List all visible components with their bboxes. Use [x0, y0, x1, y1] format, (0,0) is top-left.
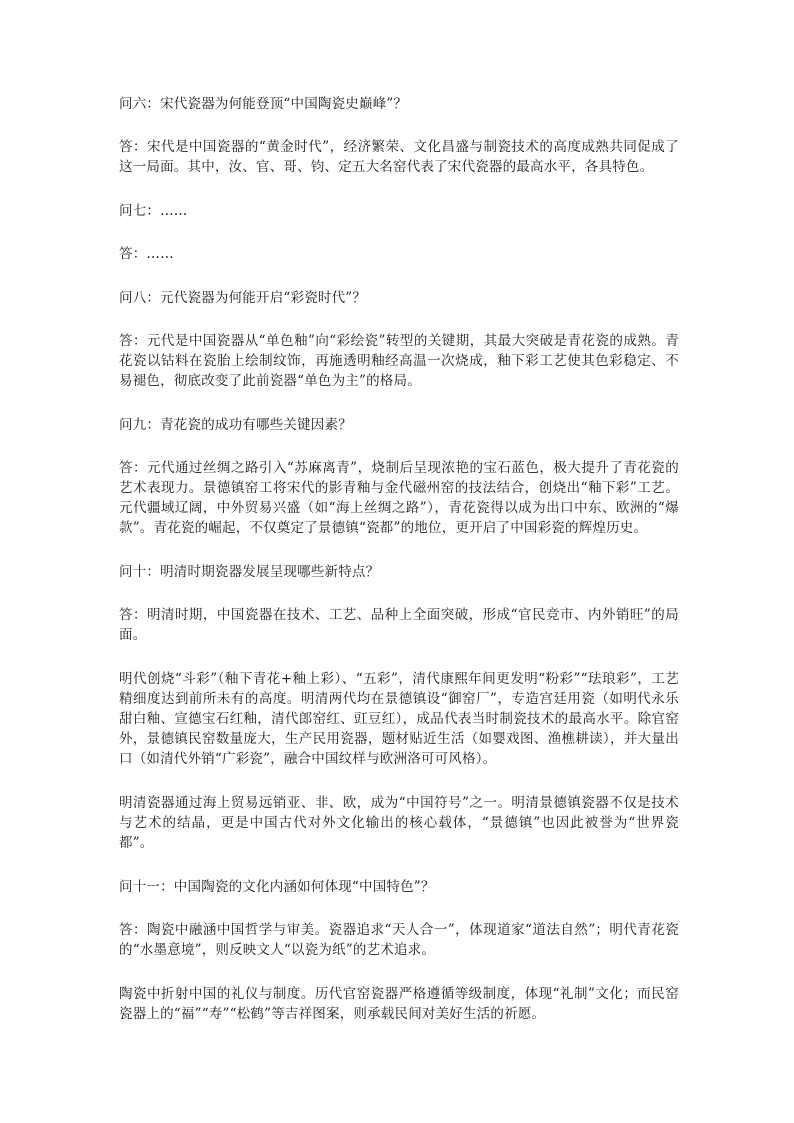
answer-7: 答：……: [119, 246, 174, 262]
document-body: [119, 94, 679, 1048]
answer-11: 答：陶瓷中融涵中国哲学与审美。瓷器追求“天人合一”，体现道家“道法自然”；明代青花瓷的“水墨意境”，则反映文人“以瓷为纸”的艺术追求。: [119, 922, 679, 958]
question-7: 问七：……: [119, 203, 188, 219]
question-11: 问十一：中国陶瓷的文化内涵如何体现“中国特色”？: [119, 879, 435, 895]
answer-6: 答：宋代是中国瓷器的“黄金时代”，经济繁荣、文化昌盛与制瓷技术的高度成熟共同促成了这一局面。其中，汝、官、哥、钧、定五大名窑代表了宋代瓷器的最高水平，各具特色。: [119, 139, 679, 175]
answer-10-paragraph-3: 明清瓷器通过海上贸易远销亚、非、欧，成为“中国符号”之一。明清景德镇瓷器不仅是技术与艺术的结晶，更是中国古代对外文化输出的核心载体，“景德镇”也因此被誉为“世界瓷都”。: [119, 795, 679, 851]
answer-10: 答：明清时期，中国瓷器在技术、工艺、品种上全面突破，形成“官民竞市、内外销旺”的局面。: [119, 607, 679, 643]
answer-11-paragraph-2: 陶瓷中折射中国的礼仪与制度。历代官窑瓷器严格遵循等级制度，体现“礼制”文化；而民窑瓷器上的“福”“寿”“松鹤”等吉祥图案，则承载民间对美好生活的祈愿。: [119, 986, 679, 1022]
answer-9: 答：元代通过丝绸之路引入“苏麻离青”，烧制后呈现浓艳的宝石蓝色，极大提升了青花瓷的艺术表现力。景德镇窑工将宋代的影青釉与金代磁州窑的技法结合，创烧出“釉下彩”工艺。元代疆域辽阔，中外贸易兴盛（如“海上丝绸之路”），青花瓷得以成为出口中东、欧洲的“爆款”。青花瓷的崛起，不仅奠定了景德镇“瓷都”的地位，更开启了中国彩瓷的辉煌历史。: [119, 460, 679, 536]
answer-8: 答：元代是中国瓷器从“单色釉”向“彩绘瓷”转型的关键期，其最大突破是青花瓷的成熟。青花瓷以钴料在瓷胎上绘制纹饰，再施透明釉经高温一次烧成，釉下彩工艺使其色彩稳定、不易褪色，彻底改变了此前瓷器“单色为主”的格局。: [119, 333, 679, 389]
question-10: 问十：明清时期瓷器发展呈现哪些新特点？: [119, 564, 380, 580]
answer-10-paragraph-2: 明代创烧“斗彩”（釉下青花+釉上彩）、“五彩”，清代康熙年间更发明“粉彩”“珐琅彩”，工艺精细度达到前所未有的高度。明清两代均在景德镇设“御窑厂”，专造宫廷用瓷（如明代永乐甜白釉、宣德宝石红釉，清代郎窑红、豇豆红），成品代表当时制瓷技术的最高水平。除官窑外，景德镇民窑数量庞大，生产民用瓷器，题材贴近生活（如婴戏图、渔樵耕读），并大量出口（如清代外销“广彩瓷”，融合中国纹样与欧洲洛可可风格）。: [119, 671, 679, 767]
question-9: 问九：青花瓷的成功有哪些关键因素？: [119, 417, 352, 433]
question-6: 问六：宋代瓷器为何能登顶“中国陶瓷史巅峰”？: [119, 96, 408, 112]
question-8: 问八：元代瓷器为何能开启“彩瓷时代”？: [119, 290, 367, 306]
